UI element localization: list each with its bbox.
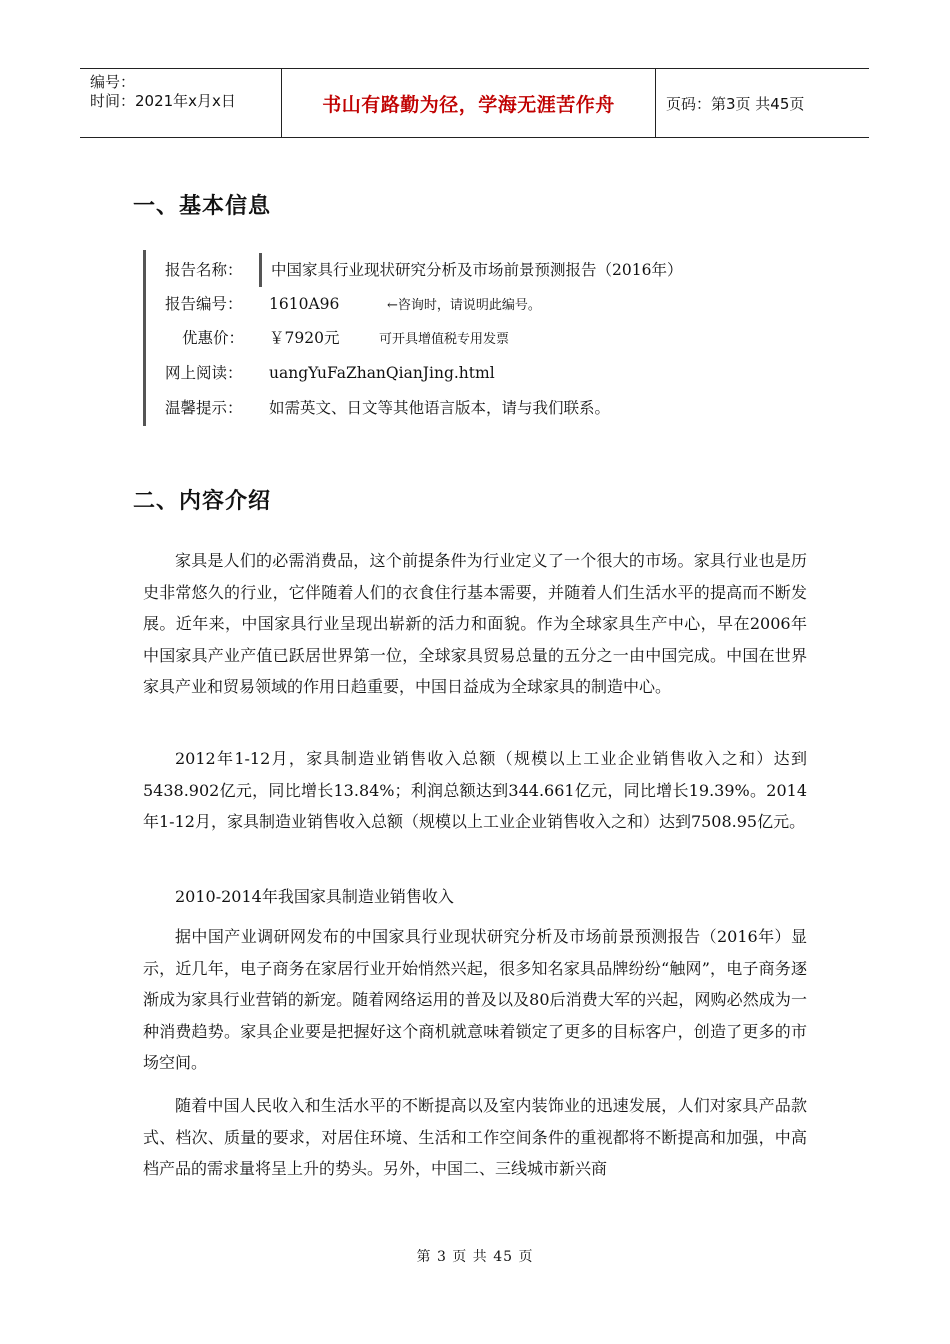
body-paragraph-4: 随着中国人民收入和生活水平的不断提高以及室内装饰业的迅速发展，人们对家具产品款式、档次、质量的要求，对居住环境、生活和工作空间条件的重视都将不断提高和加强，中高档产品的需求量将呈上升的势头。另外，中国二、三线城市新兴商 bbox=[143, 1096, 807, 1178]
header-left-cell bbox=[80, 69, 282, 137]
figure-caption: 2010-2014年我国家具制造业销售收入 bbox=[175, 887, 454, 906]
price-label: 优惠价： bbox=[182, 329, 245, 347]
tip-value: 如需英文、日文等其他语言版本，请与我们联系。 bbox=[269, 399, 611, 417]
report-code-value: 1610A96 bbox=[269, 295, 340, 313]
info-row-price bbox=[165, 326, 509, 348]
info-block-bar bbox=[143, 250, 146, 426]
info-row-code bbox=[165, 292, 541, 314]
info-row-name bbox=[165, 258, 682, 280]
report-code-note: ←咨询时，请说明此编号。 bbox=[387, 298, 541, 313]
page-info: 页码：第3页 共45页 bbox=[666, 94, 805, 113]
body-paragraph-1: 家具是人们的必需消费品，这个前提条件为行业定义了一个很大的市场。家具行业也是历史非常悠久的行业，它伴随着人们的衣食住行基本需要，并随着人们生活水平的提高而不断发展。近年来，中国家具行业呈现出崭新的活力和面貌。作为全球家具生产中心，早在2006年中国家具产业产值已跃居世界第一位，全球家具贸易总量的五分之一由中国完成。中国在世界家具产业和贸易领域的作用日趋重要，中国日益成为全球家具的制造中心。 bbox=[143, 551, 807, 696]
report-name-value: 中国家具行业现状研究分析及市场前景预测报告（2016年） bbox=[271, 261, 683, 279]
body-paragraph-2: 2012年1-12月，家具制造业销售收入总额（规模以上工业企业销售收入之和）达到5438.902亿元，同比增长13.84%；利润总额达到344.661亿元，同比增长19.39%。2014年1-12月，家具制造业销售收入总额（规模以上工业企业销售收入之和）达到7508.95亿元。 bbox=[143, 749, 807, 831]
header-page-cell bbox=[656, 69, 869, 137]
serial-label: 编号： bbox=[90, 73, 136, 91]
price-note: 可开具增值税专用发票 bbox=[379, 332, 510, 347]
header-table bbox=[80, 68, 869, 138]
info-row-tip bbox=[165, 396, 610, 418]
tip-label: 温馨提示： bbox=[165, 399, 243, 417]
section-heading-basic-info: 一、基本信息 bbox=[133, 194, 272, 219]
body-paragraph-3: 据中国产业调研网发布的中国家具行业现状研究分析及市场前景预测报告（2016年）显示，近几年，电子商务在家居行业开始悄然兴起，很多知名家具品牌纷纷“触网”，电子商务逐渐成为家具行业营销的新宠。随着网络运用的普及以及80后消费大军的兴起，网购必然成为一种消费趋势。家具企业要是把握好这个商机就意味着锁定了更多的目标客户，创造了更多的市场空间。 bbox=[143, 927, 807, 1072]
time-label: 时间：2021年x月x日 bbox=[90, 92, 236, 110]
motto-text: 书山有路勤为径，学海无涯苦作舟 bbox=[322, 93, 615, 116]
header-motto-cell bbox=[282, 69, 656, 137]
report-name-label: 报告名称： bbox=[165, 261, 243, 279]
online-label: 网上阅读： bbox=[165, 364, 243, 382]
report-code-label: 报告编号： bbox=[165, 295, 243, 313]
page-footer: 第 3 页 共 45 页 bbox=[416, 1249, 534, 1265]
price-value: ￥7920元 bbox=[269, 329, 340, 347]
section-heading-content: 二、内容介绍 bbox=[133, 489, 272, 514]
online-link[interactable]: uangYuFaZhanQianJing.html bbox=[269, 364, 495, 382]
info-row-online bbox=[165, 361, 495, 383]
